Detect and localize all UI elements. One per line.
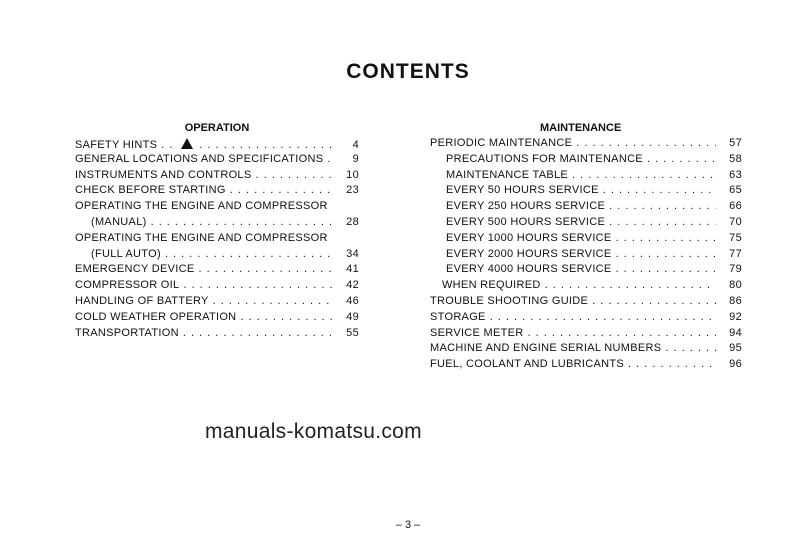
operation-heading: OPERATION xyxy=(184,122,250,134)
toc-entry[interactable]: MAINTENANCE TABLE . . . 63 xyxy=(430,169,742,185)
toc-entry[interactable]: HANDLING OF BATTERY . . . 46 xyxy=(75,295,359,311)
toc-entry[interactable]: SAFETY HINTS . . . . . . 4 xyxy=(75,137,359,153)
toc-entry[interactable]: EVERY 500 HOURS SERVICE . . . 70 xyxy=(430,216,742,232)
toc-entry[interactable]: PERIODIC MAINTENANCE . . . 57 xyxy=(430,137,742,153)
toc-entry[interactable]: (MANUAL) . . . 28 xyxy=(75,216,359,232)
toc-entry[interactable]: WHEN REQUIRED . . . 80 xyxy=(430,279,742,295)
toc-entry[interactable]: COLD WEATHER OPERATION . . . 49 xyxy=(75,311,359,327)
toc-entry[interactable]: EVERY 4000 HOURS SERVICE . . . 79 xyxy=(430,263,742,279)
toc-entry[interactable]: TRANSPORTATION . . . 55 xyxy=(75,327,359,343)
toc-entry[interactable]: SERVICE METER . . . 94 xyxy=(430,327,742,343)
toc-entry[interactable]: EVERY 50 HOURS SERVICE . . . 65 xyxy=(430,184,742,200)
toc-entry[interactable]: (FULL AUTO) . . . 34 xyxy=(75,248,359,264)
toc-entry[interactable]: MACHINE AND ENGINE SERIAL NUMBERS . . . 95 xyxy=(430,342,742,358)
toc-entry[interactable]: EVERY 250 HOURS SERVICE . . . 66 xyxy=(430,200,742,216)
page-title: CONTENTS xyxy=(346,60,470,83)
toc-entry[interactable]: EVERY 1000 HOURS SERVICE . . . 75 xyxy=(430,232,742,248)
toc-entry[interactable]: PRECAUTIONS FOR MAINTENANCE . . . 58 xyxy=(430,153,742,169)
toc-entry[interactable]: EMERGENCY DEVICE . . . 41 xyxy=(75,263,359,279)
toc-entry[interactable]: OPERATING THE ENGINE AND COMPRESSOR xyxy=(75,231,328,244)
maintenance-heading: MAINTENANCE xyxy=(540,122,622,134)
warning-triangle-icon xyxy=(181,138,193,149)
operation-section xyxy=(75,122,359,342)
toc-entry[interactable]: COMPRESSOR OIL . . . 42 xyxy=(75,279,359,295)
toc-entry[interactable]: STORAGE . . . 92 xyxy=(430,311,742,327)
toc-entry[interactable]: INSTRUMENTS AND CONTROLS . . . 10 xyxy=(75,169,359,185)
watermark: manuals-komatsu.com xyxy=(205,420,422,443)
toc-entry[interactable]: CHECK BEFORE STARTING . . . 23 xyxy=(75,184,359,200)
toc-entry[interactable]: GENERAL LOCATIONS AND SPECIFICATIONS . . . 9 xyxy=(75,153,359,169)
page-number: – 3 – xyxy=(395,519,421,531)
toc-entry[interactable]: TROUBLE SHOOTING GUIDE . . . 86 xyxy=(430,295,742,311)
toc-entry[interactable]: FUEL, COOLANT AND LUBRICANTS . . . 96 xyxy=(430,358,742,374)
toc-entry[interactable]: EVERY 2000 HOURS SERVICE . . . 77 xyxy=(430,248,742,264)
toc-entry[interactable]: OPERATING THE ENGINE AND COMPRESSOR xyxy=(75,200,328,213)
maintenance-section xyxy=(430,122,742,374)
